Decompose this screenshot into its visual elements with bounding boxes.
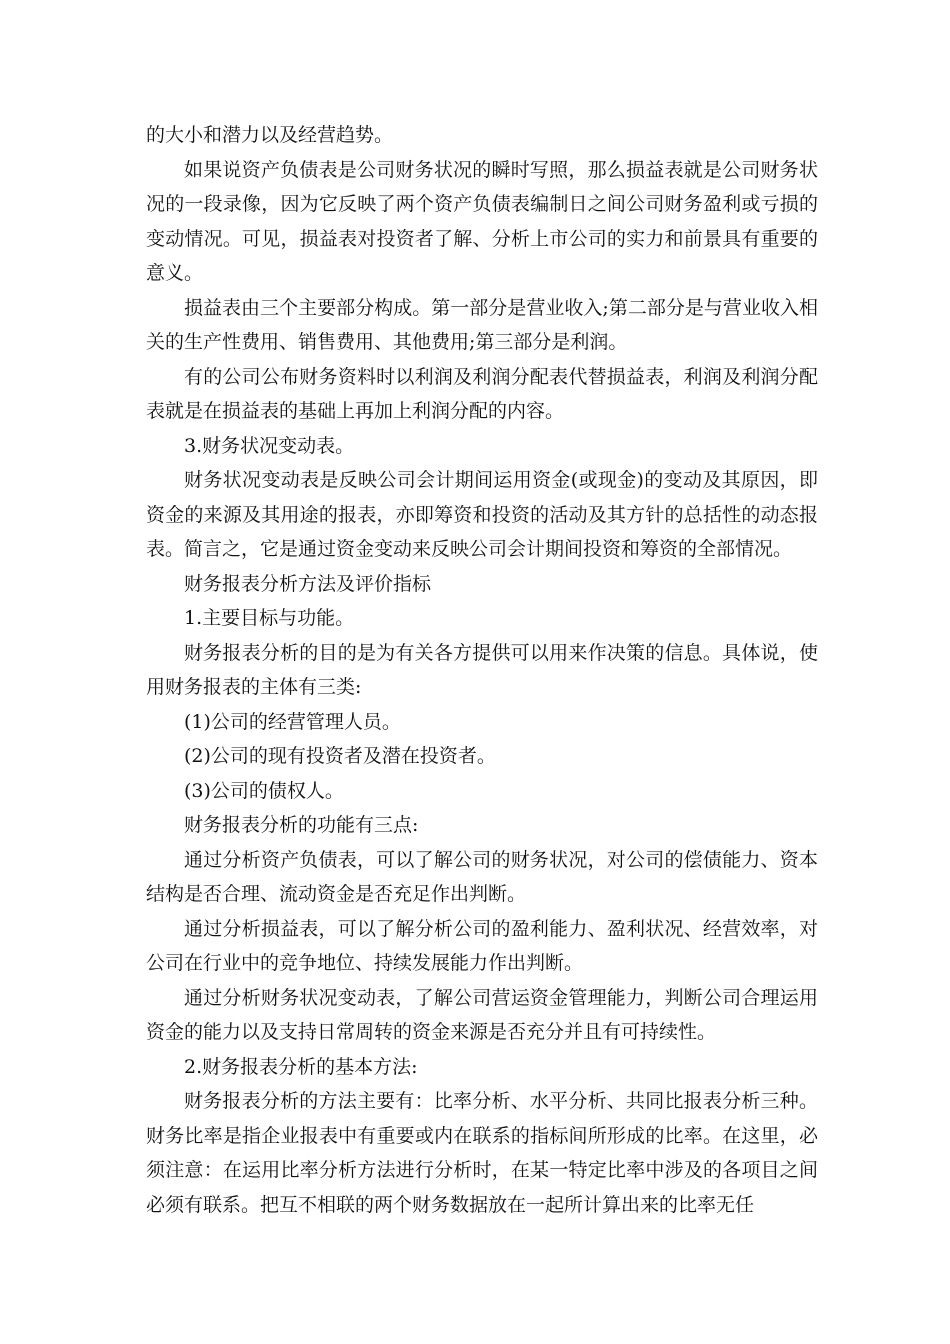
paragraph-14: 通过分析资产负债表，可以了解公司的财务状况，对公司的偿债能力、资本结构是否合理、流动资金是否充足作出判断。	[146, 848, 818, 905]
paragraph-9: 财务报表分析的目的是为有关各方提供可以用来作决策的信息。具体说，使用财务报表的主体有三类:	[146, 641, 818, 698]
paragraph-18: 财务报表分析的方法主要有：比率分析、水平分析、共同比报表分析三种。 财务比率是指企业报表中有重要或内在联系的指标间所形成的比率。在这里，必须注意：在运用比率分析方法进行分析时，在某一特定比率中涉及的各项目之间必须有联系。把互不相联的两个财务数据放在一起所计算出来的比率无任	[146, 1090, 818, 1216]
list-item-3: (3)公司的债权人。	[184, 779, 344, 802]
section-heading-2: 2.财务报表分析的基本方法:	[184, 1055, 418, 1078]
paragraph-4: 有的公司公布财务资料时以利润及利润分配表代替损益表，利润及利润分配表就是在损益表的基础上再加上利润分配的内容。	[146, 365, 818, 422]
section-heading-3: 3.财务状况变动表。	[184, 434, 355, 457]
paragraph-13: 财务报表分析的功能有三点:	[184, 814, 419, 836]
paragraph-16: 通过分析财务状况变动表，了解公司营运资金管理能力，判断公司合理运用资金的能力以及支持日常周转的资金来源是否充分并且有可持续性。	[146, 986, 818, 1043]
paragraph-6: 财务状况变动表是反映公司会计期间运用资金(或现金)的变动及其原因，即资金的来源及其用途的报表，亦即筹资和投资的活动及其方针的总括性的动态报表。简言之，它是通过资金变动来反映公司会计期间投资和筹资的全部情况。	[146, 469, 818, 560]
section-heading-analysis: 财务报表分析方法及评价指标	[184, 572, 432, 595]
paragraph-1: 的大小和潜力以及经营趋势。	[146, 124, 394, 146]
list-item-1: (1)公司的经营管理人员。	[184, 710, 401, 733]
paragraph-3: 损益表由三个主要部分构成。第一部分是营业收入;第二部分是与营业收入相关的生产性费用、销售费用、其他费用;第三部分是利润。	[146, 296, 818, 353]
list-item-2: (2)公司的现有投资者及潜在投资者。	[184, 745, 496, 767]
paragraph-2: 如果说资产负债表是公司财务状况的瞬时写照，那么损益表就是公司财务状况的一段录像，因为它反映了两个资产负债表编制日之间公司财务盈利或亏损的变动情况。可见，损益表对投资者了解、分析上市公司的实力和前景具有重要的意义。	[146, 158, 818, 284]
document-body	[146, 118, 818, 1222]
section-heading-1: 1.主要目标与功能。	[184, 607, 355, 629]
paragraph-15: 通过分析损益表，可以了解分析公司的盈利能力、盈利状况、经营效率，对公司在行业中的竞争地位、持续发展能力作出判断。	[146, 917, 818, 974]
